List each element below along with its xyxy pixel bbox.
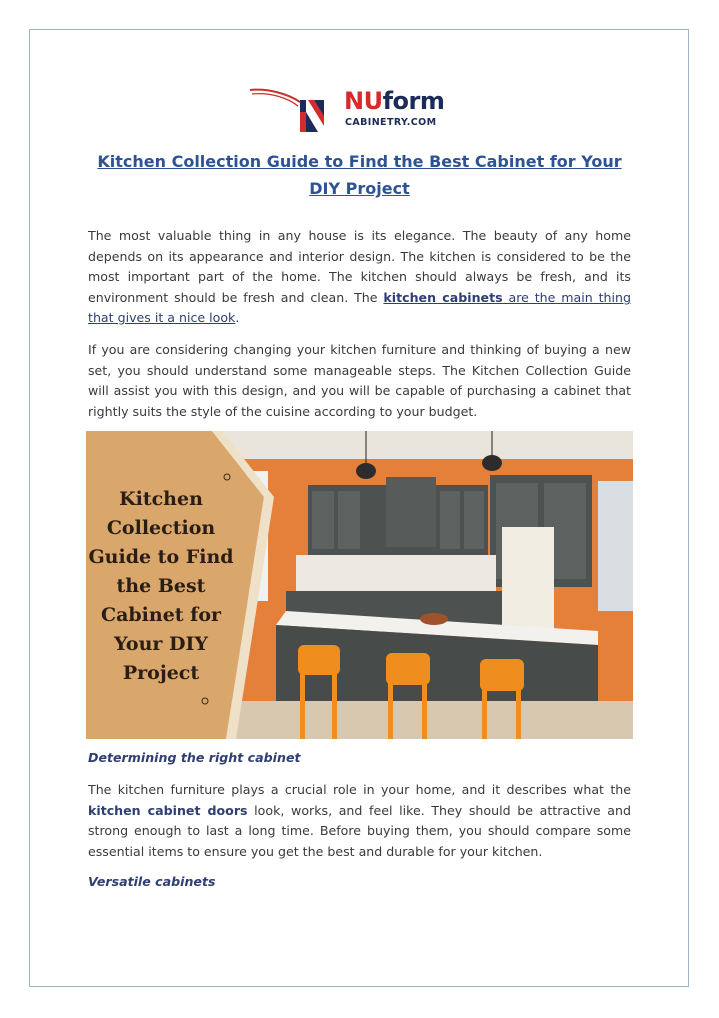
hero-caption-line: Project [122,662,200,684]
hero-kitchen-image [86,431,633,739]
section-heading-versatile: Versatile cabinets [88,874,216,889]
hero-caption-line: Kitchen [119,488,203,510]
nuform-logo [248,86,444,136]
hero-caption-line: Collection [106,517,216,539]
hero-caption-line: the Best [116,575,206,597]
document-title: Kitchen Collection Guide to Find the Best Cabinet for Your DIY Project [97,152,622,198]
intro-paragraph: The most valuable thing in any house is its elegance. The beauty of any home depends on its appearance and interior design. The kitchen is considered to be the most important part of the home. The kitchen should always be fresh, and its environment should be fresh and clean. The kitchen cabinets are the main thing that gives it a nice look. [88,228,632,326]
hero-caption-line: Your DIY [114,633,208,655]
logo-subtitle: CABINETRY.COM [345,117,437,128]
hero-caption [86,485,236,688]
section-heading-right-cabinet: Determining the right cabinet [88,750,301,765]
hero-caption-line: Guide to Find [88,546,234,568]
second-paragraph: If you are considering changing your kitchen furniture and thinking of buying a new set, you should understand some manageable steps. The Kitchen Collection Guide will assist you with this design, and you will be capable of purchasing a cabinet that rightly suits the style of the cuisine according to your budget. [88,342,631,419]
logo-wordmark: NUform [344,87,445,115]
logo-mark-icon [248,86,348,136]
hero-caption-line: Cabinet for [100,604,222,626]
kitchen-cabinet-doors-bold: kitchen cabinet doors [88,802,248,818]
kitchen-cabinets-link[interactable]: kitchen cabinets are the main thing that gives it a nice look [88,289,632,326]
section1-paragraph: The kitchen furniture plays a crucial role in your home, and it describes what the kitchen cabinet doors look, works, and feel like. They should be attractive and strong enough to last a long time. Before buying them, you should compare some essential items to ensure you get the best and durable for your kitchen. [88,782,631,859]
